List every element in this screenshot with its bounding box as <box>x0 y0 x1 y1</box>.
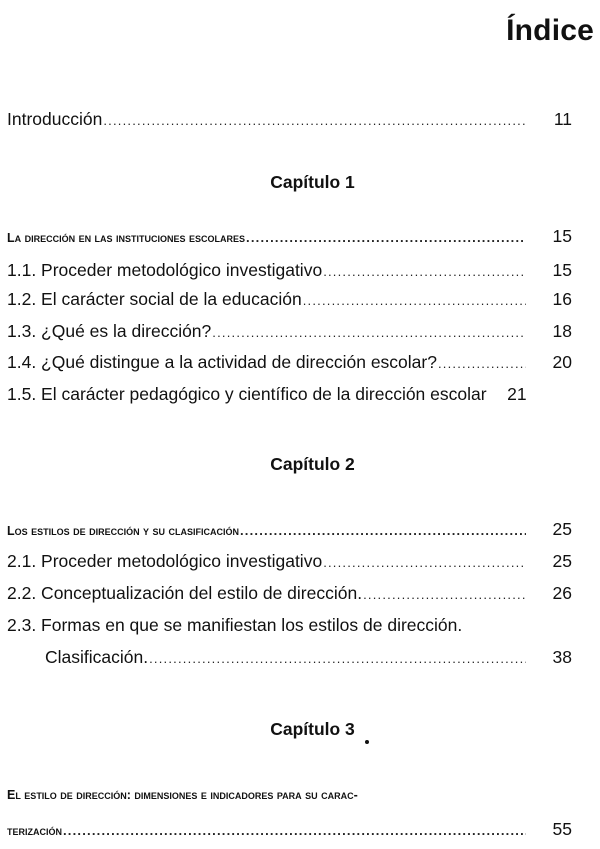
toc-heading-text: Los estilos de dirección y su clasificación <box>7 524 239 538</box>
chapter-3-heading[interactable] <box>7 818 572 842</box>
chapter-2-title: Capítulo 2 <box>270 454 355 474</box>
leader-dots <box>363 584 526 606</box>
print-speck <box>365 740 369 744</box>
toc-entry-1-1[interactable] <box>7 259 572 283</box>
leader-dots <box>149 648 526 670</box>
toc-entry-text: 1.2. El carácter social de la educación <box>7 289 302 309</box>
toc-entry-text: Introducción <box>7 109 103 129</box>
leader-dots <box>323 261 526 283</box>
toc-entry-introduction[interactable] <box>7 108 572 132</box>
chapter-3-heading-line1[interactable] <box>7 784 572 806</box>
toc-entry-text: 1.3. ¿Qué es la dirección? <box>7 321 212 341</box>
page-number: 11 <box>553 109 572 129</box>
page-title: Índice <box>506 14 594 47</box>
page-number: 18 <box>552 321 572 341</box>
leader-dots <box>212 322 526 344</box>
toc-entry-text: 2.2. Conceptualización del estilo de dirección. <box>7 583 363 603</box>
toc-entry-2-2[interactable] <box>7 582 572 606</box>
page-number: 15 <box>552 260 572 280</box>
toc-heading-text: La dirección en las instituciones escolares <box>7 231 246 245</box>
chapter-1-heading[interactable] <box>7 225 572 249</box>
leader-dots <box>303 290 526 312</box>
toc-heading-text: El estilo de dirección: dimensiones e indicadores para su carac- <box>7 788 358 802</box>
toc-heading-text: terización <box>7 824 62 838</box>
leader-dots <box>103 110 526 132</box>
toc-entry-text: Clasificación. <box>45 647 149 667</box>
leader-dots <box>63 820 526 842</box>
page-number: 55 <box>552 819 572 839</box>
page-number: 16 <box>552 289 572 309</box>
page-number: 20 <box>552 352 572 372</box>
toc-entry-text: 1.1. Proceder metodológico investigativo <box>7 260 323 280</box>
toc-entry-text: 1.5. El carácter pedagógico y científico de la dirección escolar <box>7 384 487 404</box>
toc-entry-1-4[interactable] <box>7 351 572 375</box>
chapter-2-heading[interactable] <box>7 518 572 542</box>
toc-entry-text: 1.4. ¿Qué distingue a la actividad de dirección escolar? <box>7 352 437 372</box>
leader-dots <box>438 353 526 375</box>
page-number: 15 <box>552 226 572 246</box>
page-number: 38 <box>552 647 572 667</box>
leader-dots <box>240 520 526 542</box>
toc-entry-1-2[interactable] <box>7 288 572 312</box>
page-number: 26 <box>552 583 572 603</box>
toc-entry-1-3[interactable] <box>7 320 572 344</box>
toc-entry-1-5[interactable] <box>7 383 572 405</box>
toc-entry-text: 2.1. Proceder metodológico investigativo <box>7 551 323 571</box>
chapter-1-title: Capítulo 1 <box>270 172 355 192</box>
toc-entry-2-1[interactable] <box>7 550 572 574</box>
page-number: 25 <box>552 551 572 571</box>
toc-entry-2-3[interactable] <box>45 646 572 670</box>
page-number: 25 <box>552 519 572 539</box>
page-number: 21 <box>507 384 527 404</box>
leader-dots <box>246 227 526 249</box>
leader-dots <box>323 552 526 574</box>
chapter-3-title: Capítulo 3 <box>270 719 355 739</box>
toc-entry-2-3-line1[interactable]: 2.3. Formas en que se manifiestan los estilos de dirección. <box>7 615 463 635</box>
